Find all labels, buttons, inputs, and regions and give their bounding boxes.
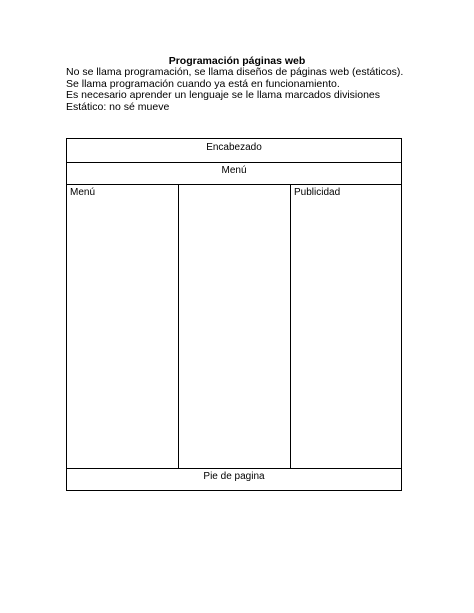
note-line: Se llama programación cuando ya está en funcionamiento. — [66, 77, 340, 90]
notes-block — [66, 67, 426, 113]
document-title: Programación páginas web — [168, 55, 306, 67]
note-line: Estático: no sé mueve — [66, 100, 170, 113]
content-columns — [67, 185, 401, 469]
page-layout-diagram — [66, 138, 402, 491]
center-column — [179, 185, 291, 468]
menu-section: Menú — [67, 163, 401, 185]
note-line: No se llama programación, se llama diseños de páginas web (estáticos). — [66, 66, 404, 78]
left-column-menu: Menú — [67, 185, 179, 468]
right-column-advertising: Publicidad — [294, 187, 341, 198]
footer-section: Pie de pagina — [203, 471, 265, 482]
header-section: Encabezado — [67, 139, 401, 163]
note-line: Es necesario aprender un lenguaje se le llama marcados divisiones — [66, 89, 381, 101]
